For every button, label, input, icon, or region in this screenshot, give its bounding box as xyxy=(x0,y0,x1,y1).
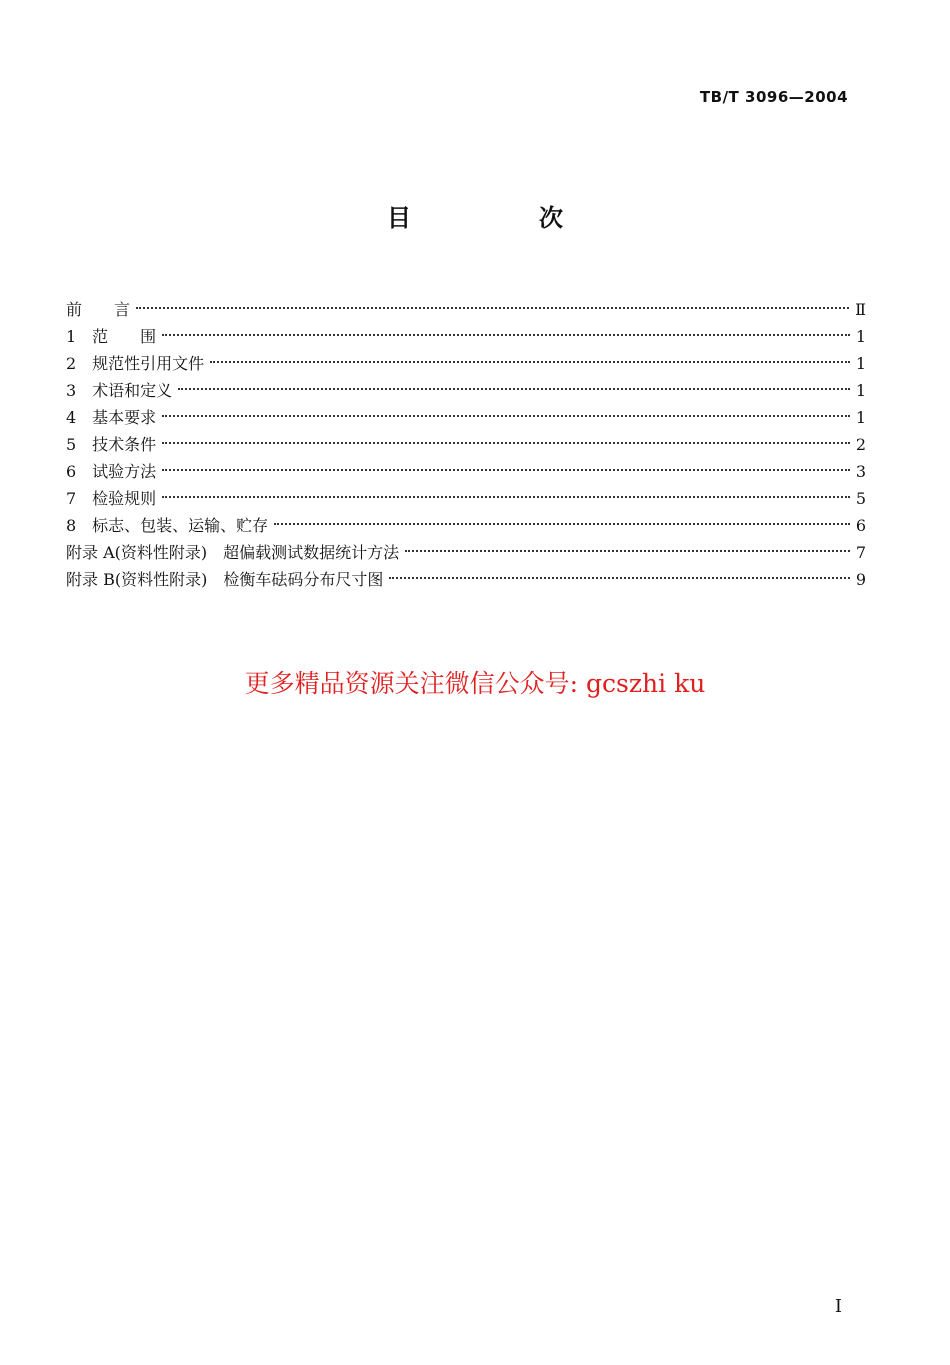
table-of-contents xyxy=(66,296,866,593)
toc-entry-inspection-rules[interactable] xyxy=(66,485,866,512)
dot-leader xyxy=(162,334,850,336)
toc-entry-page: 1 xyxy=(855,408,866,427)
toc-entry-label: 7 检验规则 xyxy=(66,489,157,508)
toc-entry-terms-definitions[interactable] xyxy=(66,377,866,404)
dot-leader xyxy=(162,442,850,444)
dot-leader xyxy=(405,550,850,552)
toc-entry-label: 8 标志、包装、运输、贮存 xyxy=(66,516,269,535)
toc-entry-scope[interactable] xyxy=(66,323,866,350)
toc-entry-label: 6 试验方法 xyxy=(66,462,157,481)
toc-entry-label: 5 技术条件 xyxy=(66,435,157,454)
toc-title: 目 次 xyxy=(387,204,615,232)
dot-leader xyxy=(389,577,849,579)
dot-leader xyxy=(178,388,850,390)
dot-leader xyxy=(274,523,850,525)
toc-entry-page: 1 xyxy=(855,381,866,400)
toc-entry-page: Ⅱ xyxy=(855,300,866,319)
toc-entry-appendix-b[interactable] xyxy=(66,566,866,593)
toc-entry-basic-requirements[interactable] xyxy=(66,404,866,431)
dot-leader xyxy=(210,361,850,363)
toc-entry-label: 前 言 xyxy=(66,300,131,319)
toc-entry-page: 1 xyxy=(855,327,866,346)
page-number: I xyxy=(834,1296,842,1317)
dot-leader xyxy=(162,415,850,417)
toc-entry-test-methods[interactable] xyxy=(66,458,866,485)
toc-entry-label: 1 范 围 xyxy=(66,327,157,346)
toc-entry-page: 7 xyxy=(855,543,866,562)
toc-entry-label: 2 规范性引用文件 xyxy=(66,354,205,373)
dot-leader xyxy=(162,496,850,498)
dot-leader xyxy=(162,469,850,471)
toc-entry-label: 附录 A(资料性附录) 超偏载测试数据统计方法 xyxy=(66,543,400,562)
toc-entry-appendix-a[interactable] xyxy=(66,539,866,566)
toc-entry-page: 5 xyxy=(855,489,866,508)
toc-entry-technical-conditions[interactable] xyxy=(66,431,866,458)
toc-entry-foreword[interactable] xyxy=(66,296,866,323)
toc-entry-page: 3 xyxy=(855,462,866,481)
standard-number: TB/T 3096—2004 xyxy=(699,88,848,106)
toc-entry-page: 6 xyxy=(855,516,866,535)
toc-entry-page: 1 xyxy=(855,354,866,373)
toc-entry-normative-references[interactable] xyxy=(66,350,866,377)
toc-entry-marking-packaging[interactable] xyxy=(66,512,866,539)
toc-entry-label: 附录 B(资料性附录) 检衡车砝码分布尺寸图 xyxy=(66,570,384,589)
dot-leader xyxy=(136,307,849,309)
toc-entry-page: 9 xyxy=(855,570,866,589)
promo-banner: 更多精品资源关注微信公众号: gcszhi ku xyxy=(244,669,706,698)
toc-entry-page: 2 xyxy=(855,435,866,454)
toc-entry-label: 3 术语和定义 xyxy=(66,381,173,400)
toc-entry-label: 4 基本要求 xyxy=(66,408,157,427)
